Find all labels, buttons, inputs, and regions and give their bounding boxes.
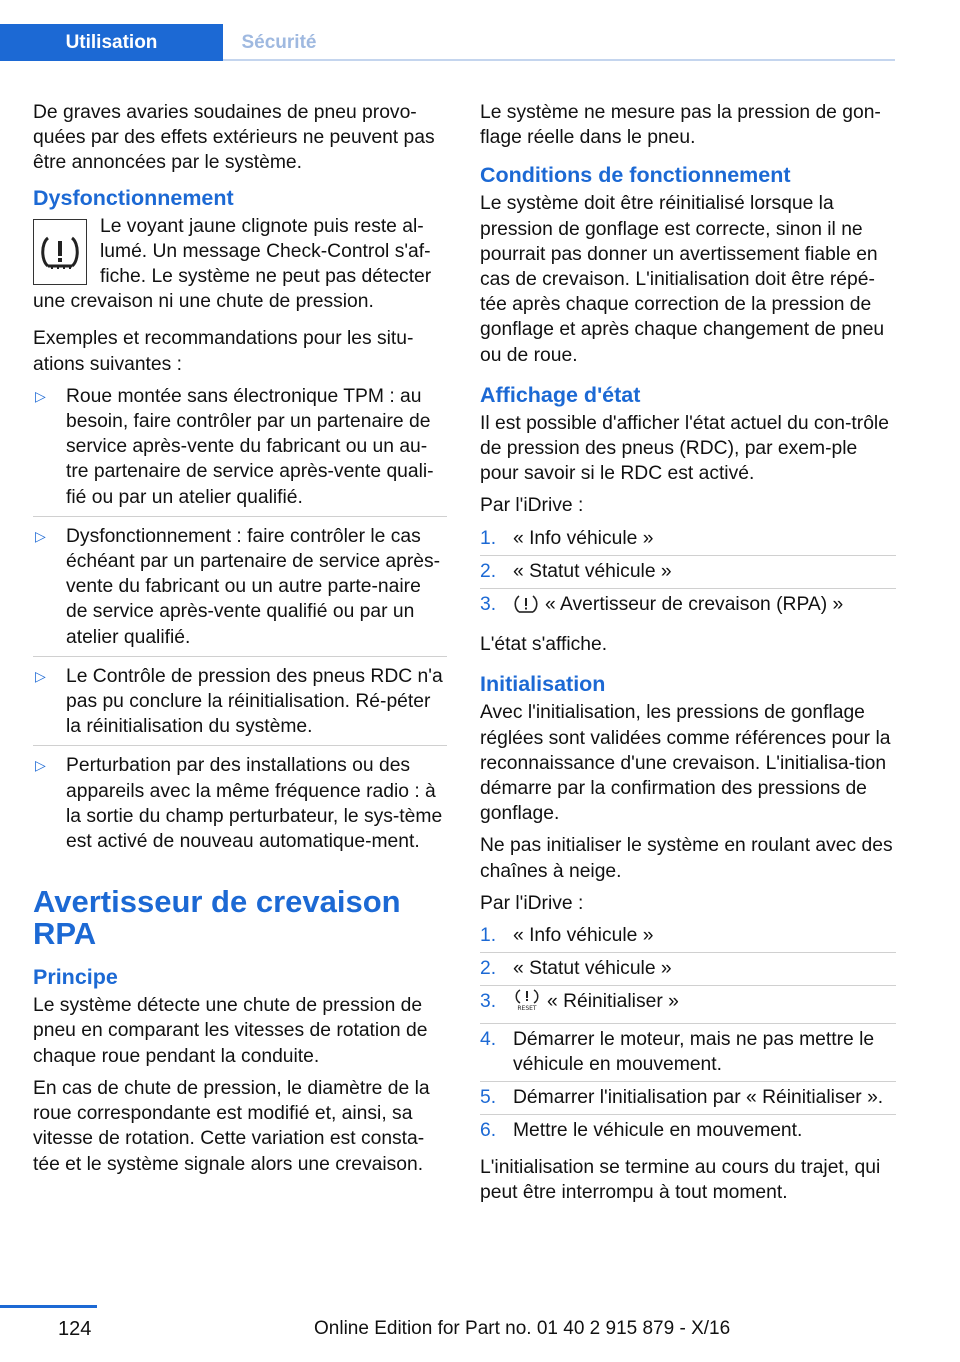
list-item: 3. « Avertisseur de crevaison (RPA) » bbox=[480, 592, 896, 625]
status-heading: Affichage d'état bbox=[480, 382, 641, 407]
init-end-paragraph: L'initialisation se termine au cours du trajet, qui peut être interrompu à tout moment. bbox=[480, 1156, 881, 1203]
status-after: L'état s'affiche. bbox=[480, 634, 608, 656]
malfunction-text: Le voyant jaune clignote puis reste al-lumé. Un message Check-Control s'af-fiche. Le système ne peut pas détecter une crevaison ni une chute de pression. bbox=[33, 215, 432, 313]
triangle-right-icon: ▷ bbox=[35, 667, 46, 684]
init-warning: Ne pas initialiser le système en roulant avec des chaînes à neige. bbox=[480, 835, 893, 882]
list-item: 3. RESET « Réinitialiser » bbox=[480, 989, 896, 1023]
init-paragraph: Avec l'initialisation, les pressions de gonflage réglées sont validées comme références pour la reconnaissance d'une crevaison. L'initialisa-tion démarre par la confirmation des pressions de gonflage. bbox=[480, 702, 891, 825]
principle-paragraph-1: Le système détecte une chute de pression de pneu en comparant les vitesses de rotation de chaque roue pendant la conduite. bbox=[33, 995, 428, 1067]
intro-paragraph: De graves avaries soudaines de pneu provo-quées par des effets extérieurs ne peuvent pas être annoncées par le système. bbox=[33, 102, 435, 174]
malfunction-heading: Dysfonctionnement bbox=[33, 185, 234, 210]
list-item: ▷ Perturbation par des installations ou des appareils avec la même fréquence radio : à la sortie du champ perturbateur, le sys-tème est activé de nouveau automatique-ment. bbox=[35, 755, 443, 853]
measure-paragraph: Le système ne mesure pas la pression de gon-flage réelle dans le pneu. bbox=[480, 102, 881, 149]
examples-intro: Exemples et recommandations pour les situ-ations suivantes : bbox=[33, 328, 414, 375]
tab-securite[interactable]: Sécurité bbox=[241, 31, 317, 53]
edition-label: Online Edition for Part no. 01 40 2 915 879 - X/16 bbox=[314, 1318, 731, 1339]
init-idrive-label: Par l'iDrive : bbox=[480, 892, 584, 914]
list-item: ▷ Dysfonctionnement : faire contrôler le cas échéant par un partenaire de service après-vente du fabricant ou un autre parte-naire de service après-vente qualifié ou par un atelier qualifié. bbox=[33, 524, 447, 657]
triangle-right-icon: ▷ bbox=[35, 527, 46, 544]
malfunction-block bbox=[33, 214, 447, 315]
list-item: 1. « Info véhicule » bbox=[480, 526, 896, 556]
section-title: Avertisseur de crevaison RPA bbox=[33, 884, 401, 952]
list-item: 2. « Statut véhicule » bbox=[480, 956, 896, 986]
init-steps bbox=[480, 923, 896, 1147]
list-item: ▷ Le Contrôle de pression des pneus RDC n'a pas pu conclure la réinitialisation. Ré-péter la réinitialisation du système. bbox=[33, 664, 447, 747]
conditions-paragraph: Le système doit être réinitialisé lorsque la pression de gonflage est correcte, sinon il ne pourrait pas donner un avertissement fiable en cas de crevaison. L'initialisation doit être répé-tée après chaque correction de la pression de gonflage et après chaque changement de pneu ou de roue. bbox=[480, 193, 885, 366]
principle-paragraph-2: En cas de chute de pression, le diamètre de la roue correspondante est modifié et, ainsi, sa vitesse de rotation. Cette variation est consta-tée et le système signale alors une crevaison. bbox=[33, 1077, 430, 1175]
triangle-right-icon: ▷ bbox=[35, 757, 46, 774]
list-item: 2. « Statut véhicule » bbox=[480, 559, 896, 589]
header-divider bbox=[223, 59, 895, 61]
list-item: ▷ Roue montée sans électronique TPM : au besoin, faire contrôler par un partenaire de service après-vente du fabricant ou un au-tre partenaire de service après-vente quali-fié ou par un atelier qualifié. bbox=[33, 384, 447, 517]
triangle-right-icon: ▷ bbox=[35, 387, 46, 404]
list-item: 4. Démarrer le moteur, mais ne pas mettre le véhicule en mouvement. bbox=[480, 1027, 896, 1082]
svg-text:RESET: RESET bbox=[517, 1005, 537, 1012]
status-paragraph: Il est possible d'afficher l'état actuel du con-trôle de pression des pneus (RDC), par exem-ple pour savoir si le RDC est activé. bbox=[480, 412, 889, 485]
page-number: 124 bbox=[58, 1318, 92, 1340]
left-column bbox=[33, 100, 447, 1184]
tire-pressure-warning-icon bbox=[33, 219, 87, 285]
init-heading: Initialisation bbox=[480, 672, 606, 697]
status-idrive-label: Par l'iDrive : bbox=[480, 495, 584, 517]
principle-heading: Principe bbox=[33, 965, 118, 990]
status-steps bbox=[480, 526, 896, 626]
tire-pressure-warning-icon bbox=[513, 594, 539, 621]
header-tabs bbox=[0, 24, 895, 61]
list-item: 6. Mettre le véhicule en mouvement. bbox=[480, 1120, 803, 1142]
tab-utilisation[interactable]: Utilisation bbox=[0, 24, 223, 61]
footer-rule bbox=[0, 1305, 97, 1308]
list-item: 1. « Info véhicule » bbox=[480, 923, 896, 953]
conditions-heading: Conditions de fonctionnement bbox=[480, 163, 791, 188]
tire-reset-icon bbox=[513, 989, 541, 1018]
right-column bbox=[480, 100, 896, 1212]
recommendation-list bbox=[33, 384, 447, 860]
list-item: 5. Démarrer l'initialisation par « Réinitialiser ». bbox=[480, 1085, 896, 1115]
